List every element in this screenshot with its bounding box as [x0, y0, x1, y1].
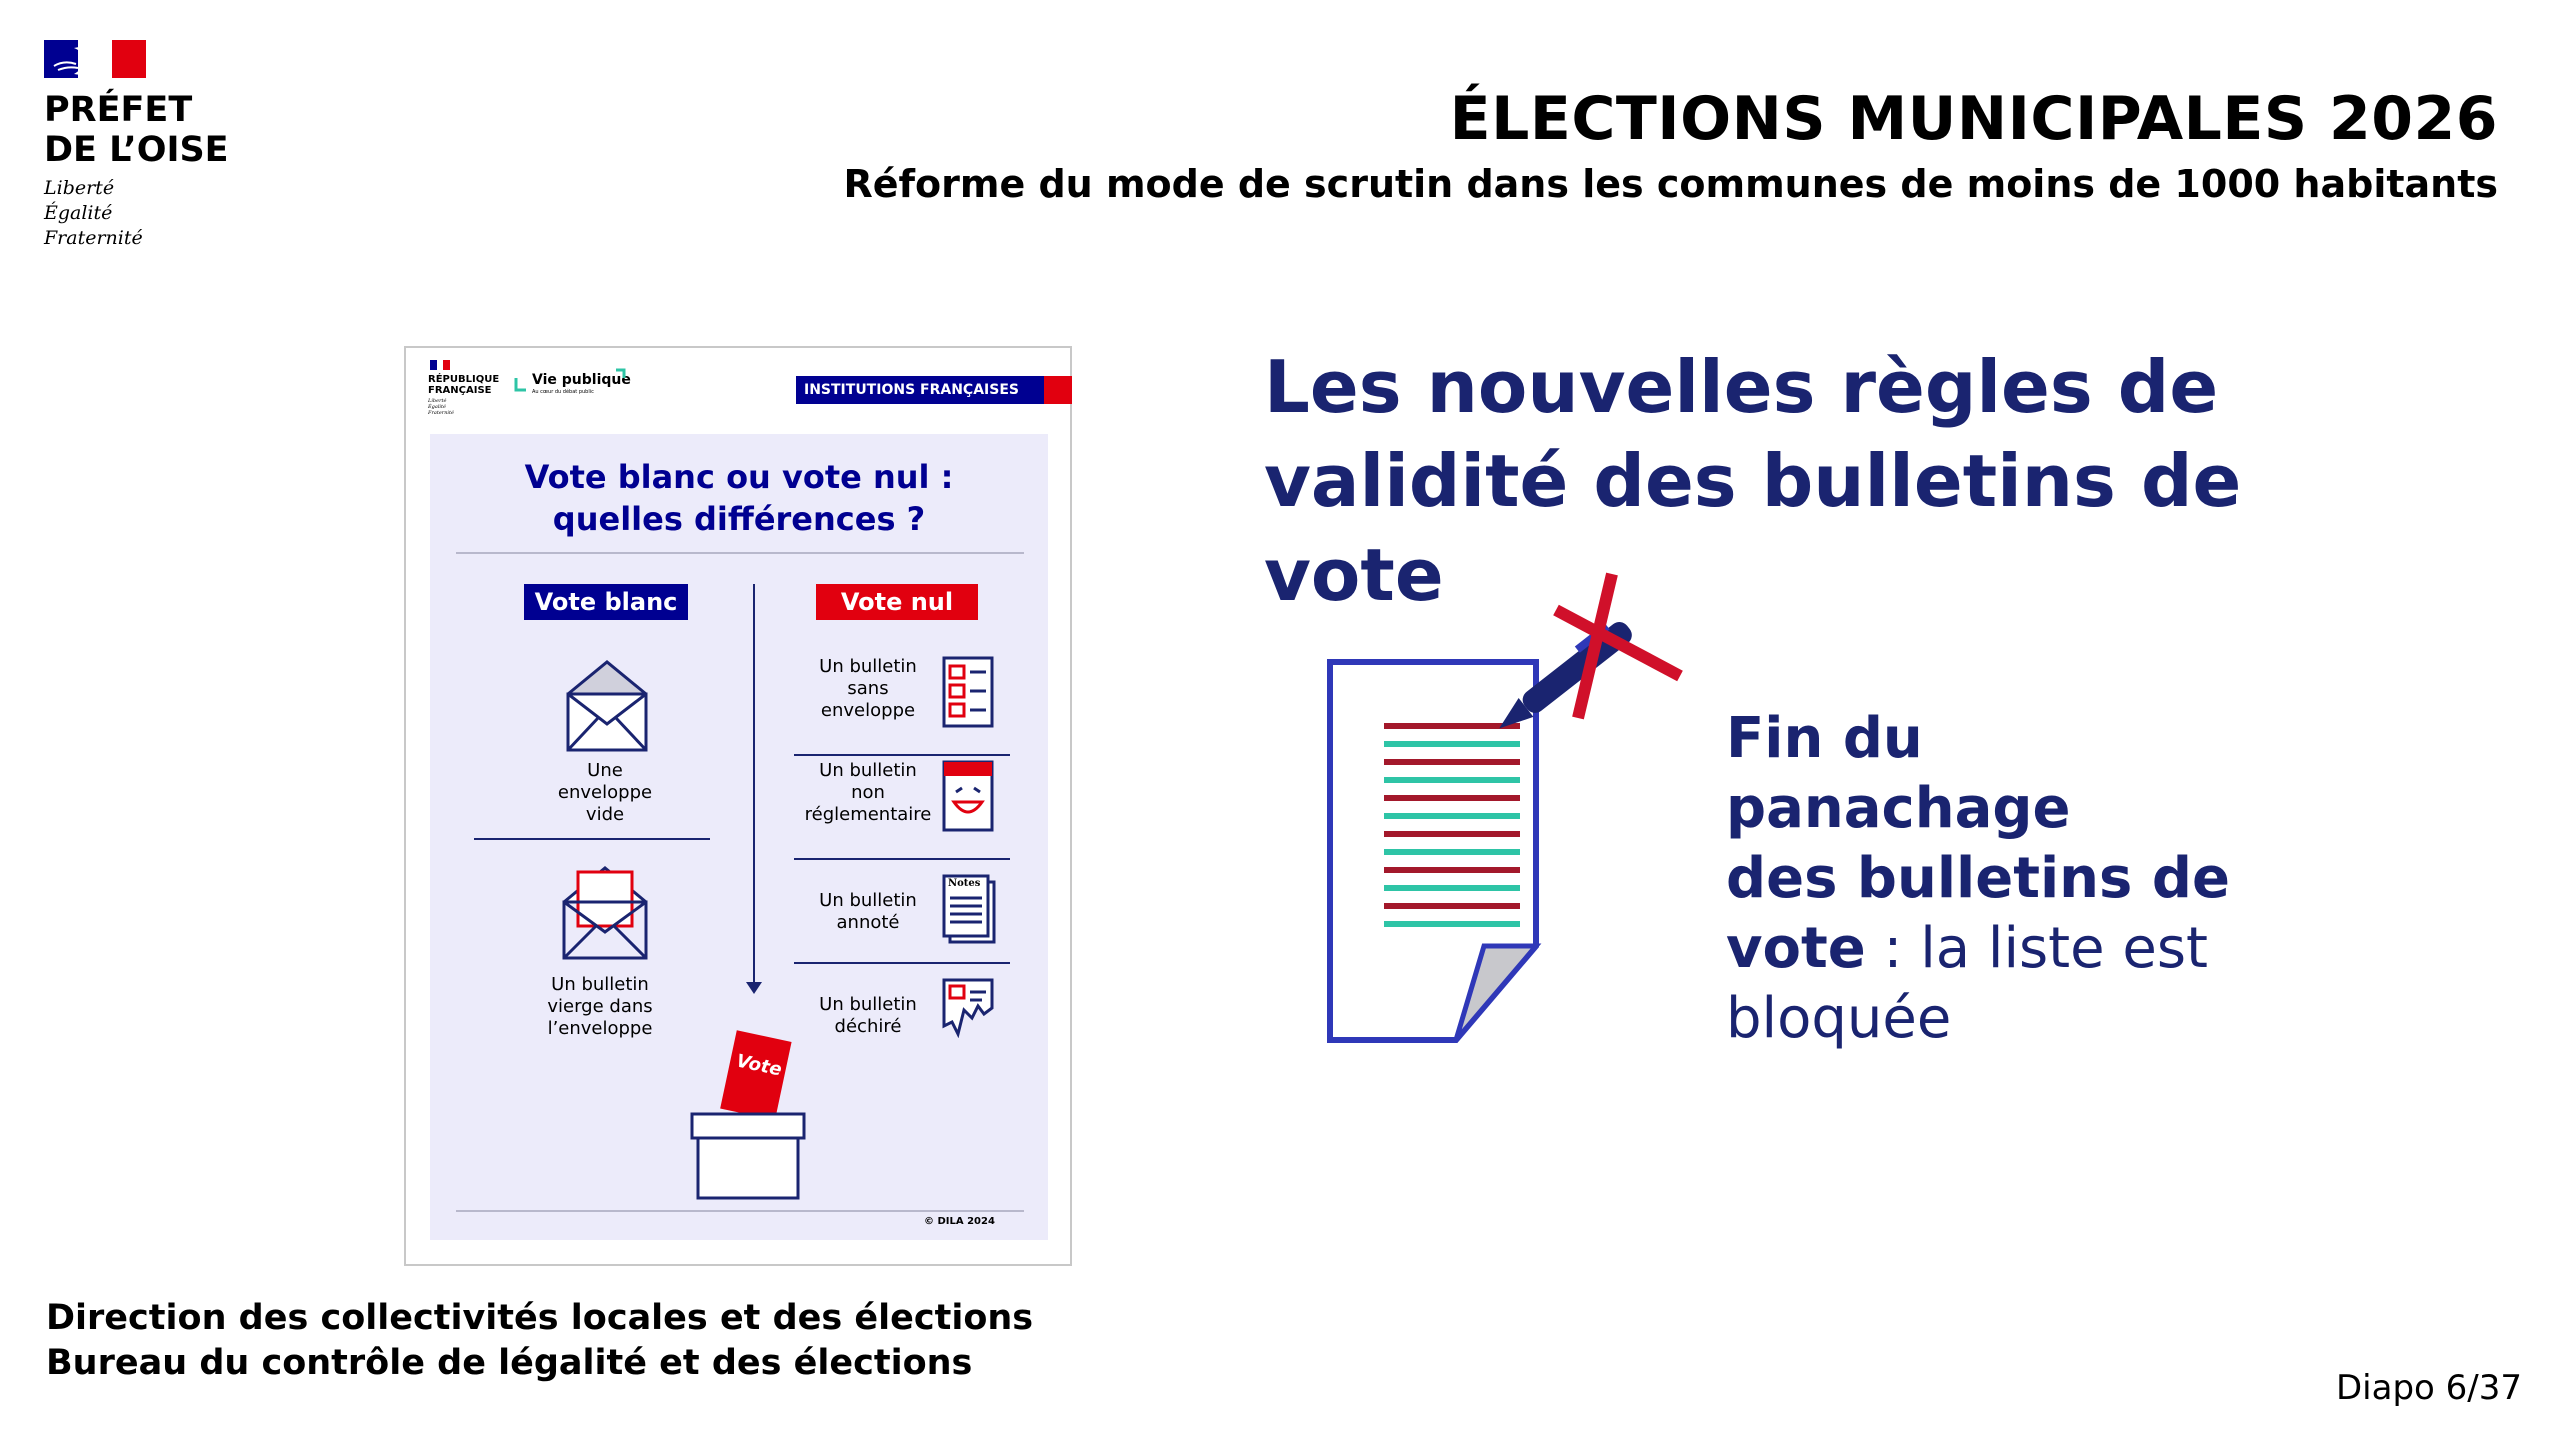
poster-credit: © DILA 2024 [924, 1216, 995, 1227]
panachage-line4: bloquée [1726, 986, 1952, 1051]
blanc-item-1 [520, 760, 690, 826]
poster-title-line1: Vote blanc ou vote nul : [524, 458, 954, 496]
footer-line1: Direction des collectivités locales et des élections [46, 1298, 1034, 1338]
ballot-list-icon [942, 656, 994, 728]
panachage-line3-regular: : la liste est [1865, 916, 2208, 981]
nul-item-2-l2: non [851, 782, 885, 803]
panachage-text [1726, 704, 2286, 1054]
nul-item-1 [780, 656, 956, 722]
motto-liberte: Liberté [44, 177, 115, 199]
vie-publique-tagline: Au cœur du débat public [532, 389, 594, 395]
vie-publique-logo: Vie publique [532, 372, 631, 388]
rf-line1: RÉPUBLIQUE [428, 374, 500, 385]
vote-nul-label: Vote nul [816, 584, 978, 620]
vie-publique-corner-icon [614, 368, 626, 380]
poster-title-line2: quelles différences ? [552, 500, 926, 538]
bottom-divider [456, 1210, 1024, 1212]
vie-publique-bracket-icon [514, 372, 528, 392]
marianne-flag-icon [44, 40, 146, 78]
poster-panel [430, 434, 1048, 1240]
nonstandard-ballot-icon [942, 760, 994, 832]
nul-item-2-l3: réglementaire [804, 804, 932, 825]
rf-motto [428, 398, 454, 416]
page-subtitle: Réforme du mode de scrutin dans les communes de moins de 1000 habitants [843, 162, 2498, 206]
prefet-line2: DE L’OISE [44, 130, 229, 170]
rf-name [428, 374, 499, 396]
empty-envelope-icon [564, 658, 650, 754]
blanc-item-2 [490, 974, 710, 1040]
title-divider [456, 552, 1024, 554]
nul-item-2 [780, 760, 956, 826]
rf-flag-icon [430, 360, 450, 370]
nul-divider-3 [794, 962, 1010, 964]
motto-fraternite: Fraternité [44, 227, 143, 249]
nul-item-3-l1: Un bulletin [819, 890, 917, 911]
nul-item-3 [780, 890, 956, 934]
blanc-item-2-l2: vierge dans [547, 996, 653, 1017]
panachage-line1: Fin du panachage [1726, 706, 2071, 841]
motto [44, 176, 264, 251]
nul-item-4-l1: Un bulletin [819, 994, 917, 1015]
blanc-divider [474, 838, 710, 840]
center-line [753, 584, 755, 984]
nul-item-3-l2: annoté [836, 912, 900, 933]
rf-motto1: Liberté [428, 398, 447, 404]
torn-ballot-icon [942, 978, 998, 1038]
vote-blanc-label: Vote blanc [524, 584, 688, 620]
nul-divider-1 [794, 754, 1010, 756]
arrow-down-icon [746, 982, 762, 996]
blanc-item-2-l1: Un bulletin [551, 974, 649, 995]
blanc-item-2-l3: l’enveloppe [547, 1018, 653, 1039]
prefet-logo [44, 40, 264, 251]
badge-text: INSTITUTIONS FRANÇAISES [804, 382, 1019, 398]
panachage-line2: des bulletins de [1726, 846, 2230, 911]
footer-direction [46, 1296, 1033, 1386]
infographic-poster [404, 346, 1072, 1266]
rules-heading-line2: validité des bulletins de vote [1264, 439, 2242, 617]
prefet-name [44, 90, 264, 170]
ballot-box-icon [688, 1014, 812, 1214]
rf-line2: FRANÇAISE [428, 385, 492, 396]
rules-heading-line1: Les nouvelles règles de [1264, 345, 2219, 429]
panachage-line3-bold: vote [1726, 916, 1866, 981]
blanc-item-1-l3: vide [585, 804, 625, 825]
nul-item-1-l3: enveloppe [820, 700, 916, 721]
motto-egalite: Égalité [44, 202, 113, 224]
nul-item-1-l2: sans [847, 678, 889, 699]
blanc-item-1-l2: enveloppe [557, 782, 653, 803]
crossed-ballot-icon [1320, 566, 1700, 1052]
badge-red-tab [1044, 376, 1072, 404]
page-title: ÉLECTIONS MUNICIPALES 2026 [1449, 84, 2498, 154]
slide-number: Diapo 6/37 [2335, 1368, 2522, 1408]
notes-label: Notes [948, 878, 981, 889]
vote-card-label: Vote [734, 1050, 784, 1081]
institutions-badge [796, 376, 1072, 404]
blanc-item-1-l1: Une [587, 760, 623, 781]
prefet-line1: PRÉFET [44, 90, 193, 130]
nul-item-4-l2: déchiré [834, 1016, 902, 1037]
footer-line2: Bureau du contrôle de légalité et des élections [46, 1343, 973, 1383]
poster-title [430, 456, 1048, 540]
rf-motto2: Égalité [428, 404, 446, 410]
rf-motto3: Fraternité [428, 410, 454, 416]
nul-divider-2 [794, 858, 1010, 860]
nul-item-1-l1: Un bulletin [819, 656, 917, 677]
nul-item-2-l1: Un bulletin [819, 760, 917, 781]
envelope-with-ballot-icon [560, 862, 650, 962]
